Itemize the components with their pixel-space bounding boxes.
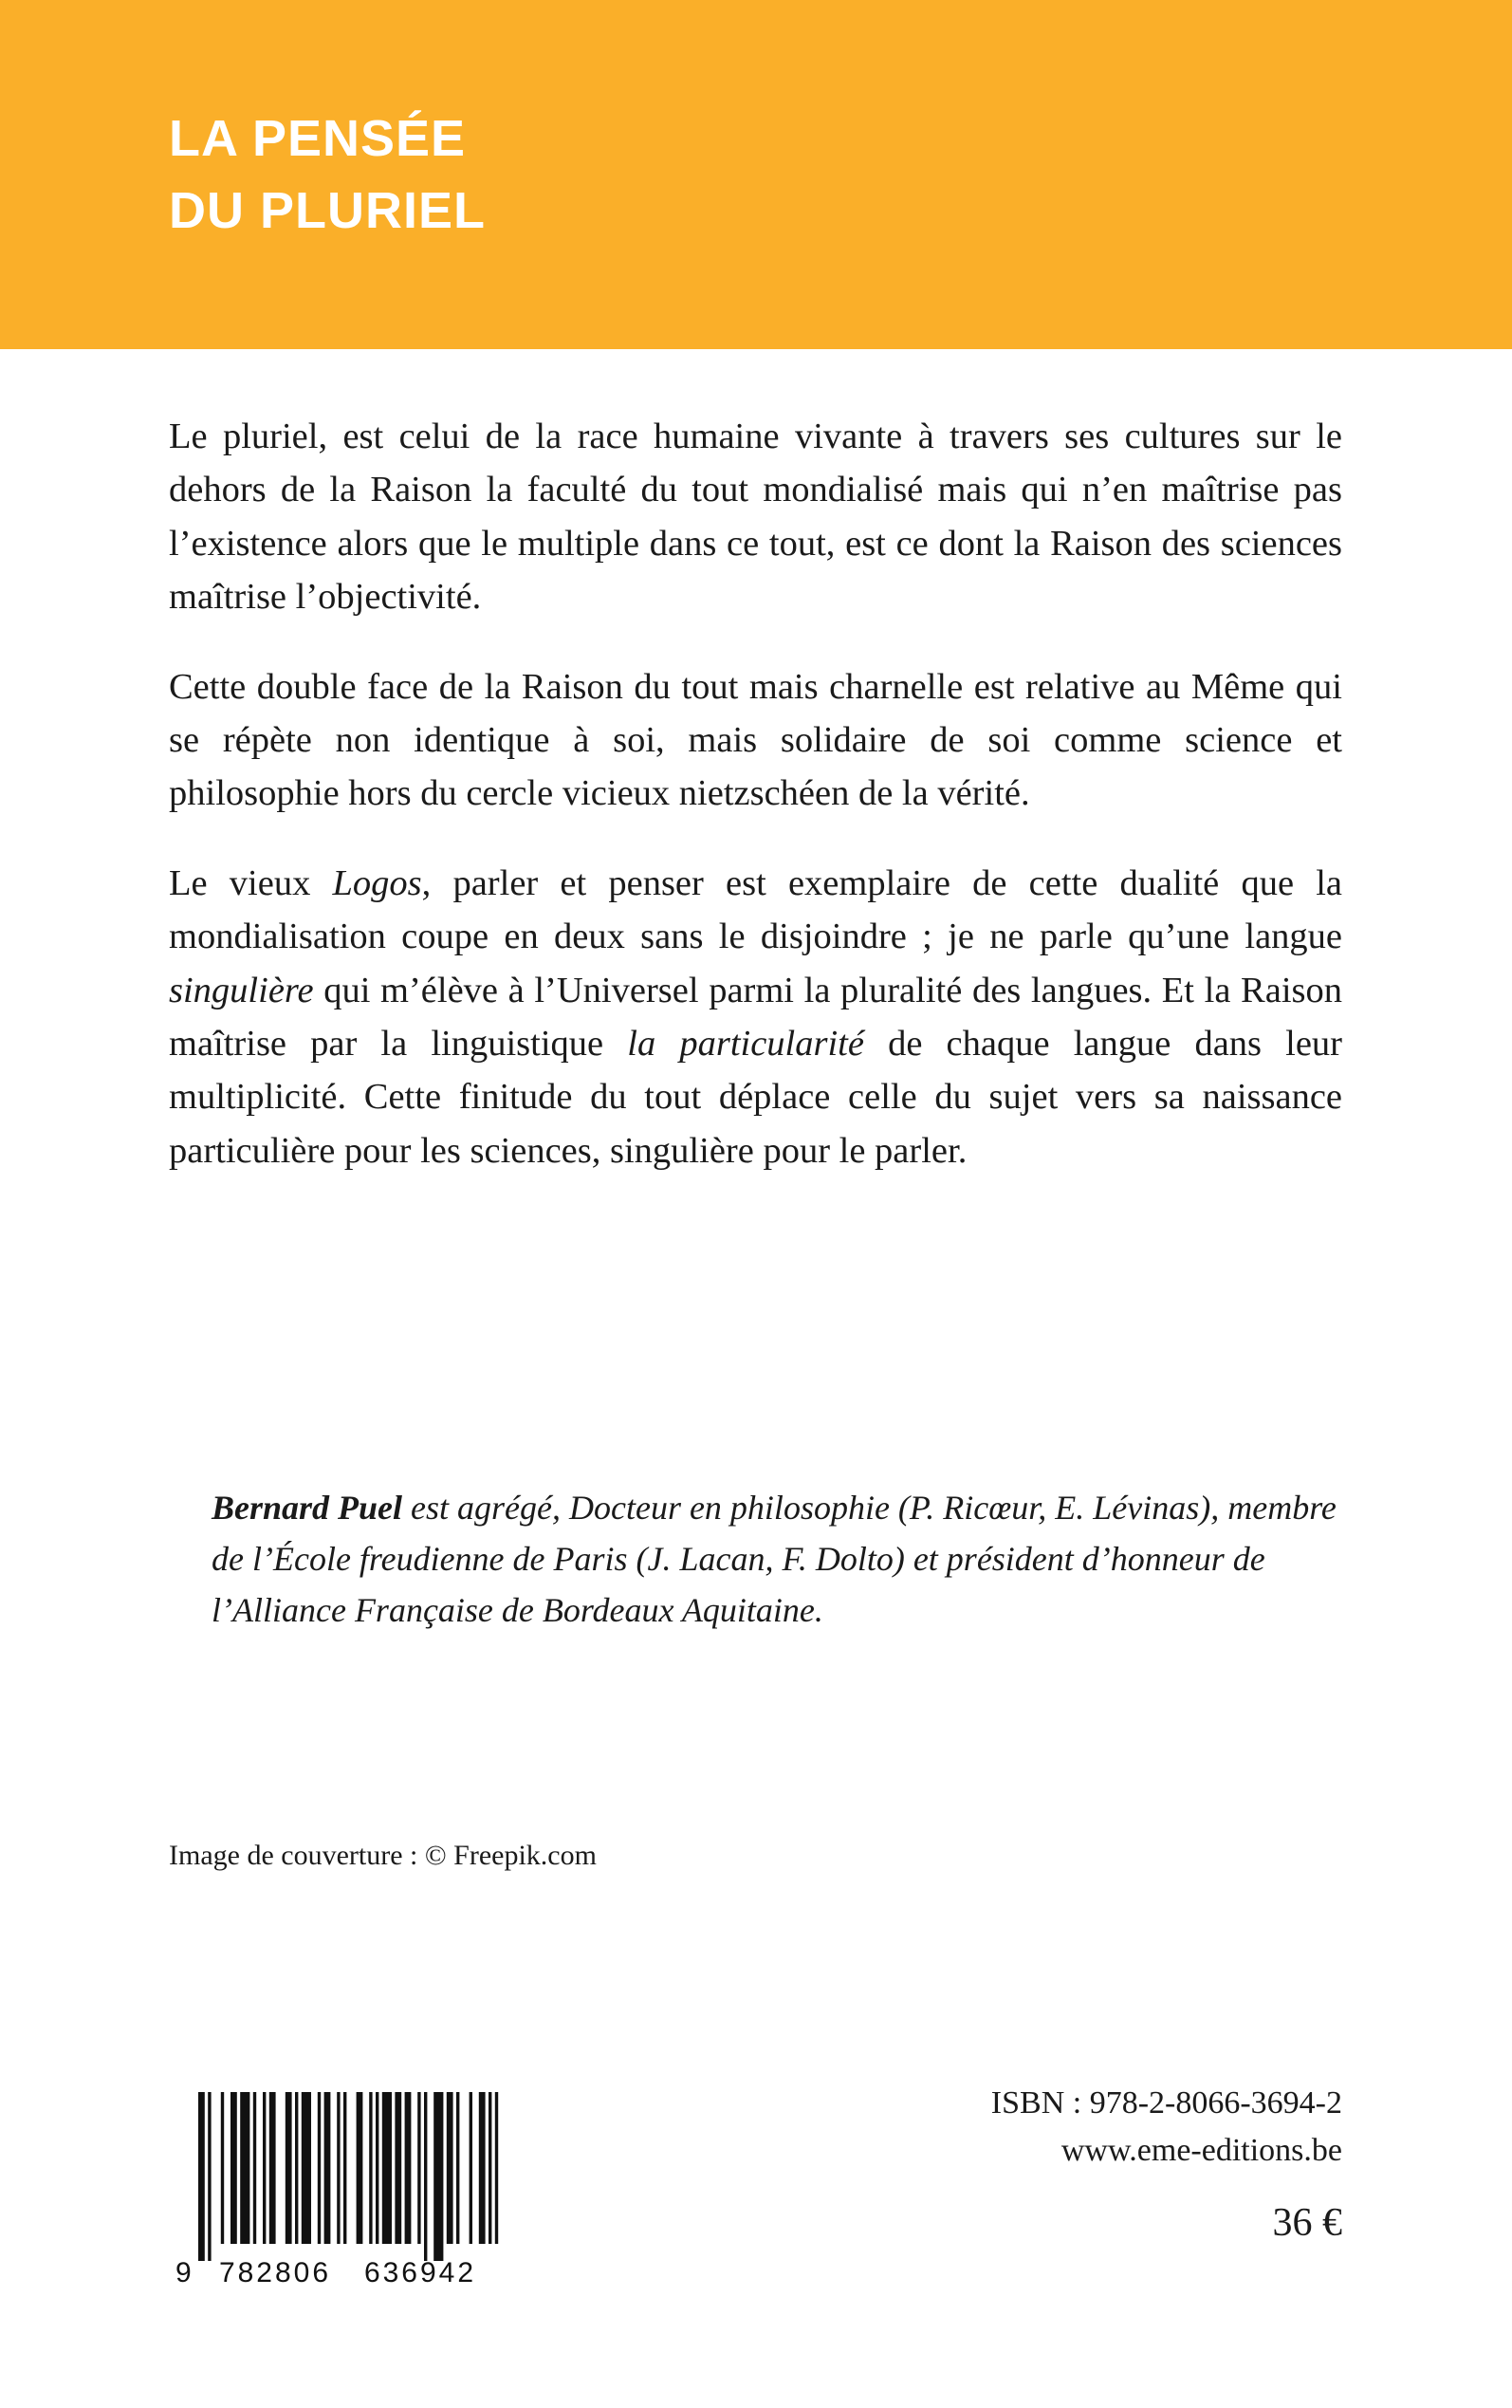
blurb [169, 410, 1342, 1213]
logos-term: Logos [332, 862, 422, 903]
barcode-bar [395, 2092, 401, 2244]
barcode-bar [343, 2092, 346, 2244]
barcode-bar [208, 2092, 211, 2261]
barcode-bar [337, 2092, 340, 2244]
title-line-1: LA PENSÉE [169, 110, 467, 167]
barcode-bar [417, 2092, 420, 2244]
barcode-bar [240, 2092, 249, 2244]
barcode-bar [489, 2092, 491, 2244]
barcode-bar [382, 2092, 392, 2244]
barcode-bar [230, 2092, 237, 2244]
barcode-bar [324, 2092, 331, 2244]
barcode-bar [286, 2092, 292, 2244]
barcode-bar [221, 2092, 224, 2244]
barcode-bar [495, 2092, 498, 2244]
barcode-digit-first: 9 [175, 2257, 192, 2288]
author-bio-text: est agrégé, Docteur en philosophie (P. Ricœur, E. Lévinas), membre de l’École freudienne de Paris (J. Lacan, F. Dolto) et président d’honneur de l’Alliance Française de Bordeaux Aquitaine. [212, 1489, 1337, 1629]
barcode [175, 2092, 517, 2288]
barcode-bar [263, 2092, 266, 2244]
book-title [169, 102, 486, 247]
blurb-paragraph-3: Le vieux Logos, parler et penser est exemplaire de cette dualité que la mondialisation coupe en deux sans le disjoindre ; je ne parle qu’une langue singulière qui m’élève à l’Universel parmi la pluralité des langues. Et la Raison maîtrise par la linguistique la particularité de chaque langue dans leur multiplicité. Cette finitude du tout déplace celle du sujet vers sa naissance particulière pour les sciences, singulière pour le parler. [169, 862, 1342, 1171]
singuliere-term: singulière [169, 970, 314, 1010]
author-bio [212, 1482, 1364, 1636]
barcode-bar [376, 2092, 378, 2244]
barcode-bar [302, 2092, 311, 2244]
barcode-bar [357, 2092, 363, 2244]
barcode-bar [253, 2092, 256, 2244]
barcode-bar [456, 2092, 459, 2244]
barcode-bar [318, 2092, 321, 2244]
isbn: ISBN : 978-2-8066-3694-2 [990, 2085, 1342, 2121]
barcode-graphic [175, 2092, 517, 2288]
barcode-bar [424, 2092, 427, 2261]
title-line-2: DU PLURIEL [169, 182, 486, 239]
author-name: Bernard Puel [212, 1489, 403, 1527]
barcode-bar [198, 2092, 205, 2261]
blurb-paragraph-2: Cette double face de la Raison du tout mais charnelle est relative au Même qui se répète non identique à soi, mais solidaire de soi comme science et philosophie hors du cercle vicieux nietzschéen de la vérité. [169, 666, 1342, 814]
barcode-bar [269, 2092, 276, 2244]
barcode-bar [295, 2092, 298, 2244]
cover-credit: Image de couverture : © Freepik.com [169, 1840, 597, 1871]
price: 36 € [1272, 2201, 1342, 2245]
isbn-block [991, 2080, 1342, 2175]
barcode-bar [447, 2092, 453, 2244]
website: www.eme-editions.be [1060, 2133, 1342, 2168]
barcode-bar [470, 2092, 472, 2244]
barcode-bar [405, 2092, 412, 2244]
barcode-digits-left: 782806 [218, 2257, 332, 2288]
barcode-digits-right: 636942 [363, 2257, 477, 2288]
blurb-paragraph-1: Le pluriel, est celui de la race humaine vivante à travers ses cultures sur le dehors de la Raison la faculté du tout mondialisé mais qui n’en maîtrise pas l’existence alors que le multiple dans ce tout, est ce dont la Raison des sciences maîtrise l’objectivité. [169, 417, 1342, 618]
barcode-bar [479, 2092, 486, 2244]
particularite-term: la particularité [627, 1024, 864, 1065]
barcode-bar [369, 2092, 372, 2244]
barcode-bar [433, 2092, 443, 2261]
